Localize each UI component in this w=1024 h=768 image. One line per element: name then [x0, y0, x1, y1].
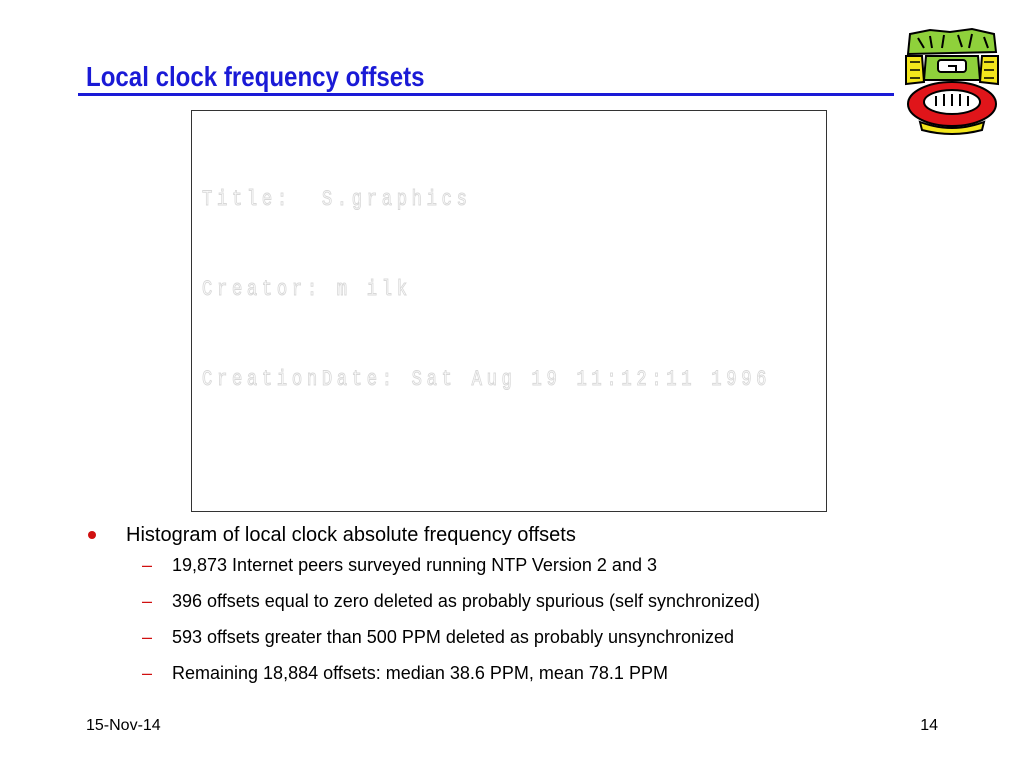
mayan-glyph-logo-icon: [900, 26, 1004, 136]
eps-creator-line: Creator: m ilk: [202, 277, 412, 302]
sub-bullet-text: 593 offsets greater than 500 PPM deleted as probably unsynchronized: [172, 627, 735, 647]
sub-bullet-text: 396 offsets equal to zero deleted as probably spurious (self synchronized): [172, 591, 761, 611]
eps-header-text: [202, 125, 771, 455]
dash-icon: –: [142, 555, 153, 575]
eps-creation-date-line: CreationDate: Sat Aug 19 11:12:11 1996: [202, 367, 772, 392]
bullet-text: Histogram of local clock absolute frequency offsets: [126, 524, 576, 546]
eps-title-line: Title: S.graphics: [202, 187, 472, 212]
bullet-dot-icon: [88, 531, 96, 539]
sub-bullet-group: [86, 553, 966, 697]
bullet-item: [86, 521, 966, 553]
title-underline: [78, 93, 894, 96]
sub-bullet-list: [86, 553, 966, 697]
slide-title: Local clock frequency offsets: [86, 61, 425, 92]
sub-bullet-item: [86, 553, 966, 589]
sub-bullet-text: 19,873 Internet peers surveyed running NTP Version 2 and 3: [172, 555, 657, 575]
sub-bullet-item: [86, 625, 966, 661]
bullet-list: [86, 521, 966, 697]
sub-bullet-text: Remaining 18,884 offsets: median 38.6 PPM, mean 78.1 PPM: [172, 663, 668, 683]
figure-placeholder: [191, 110, 827, 512]
dash-icon: –: [142, 627, 153, 647]
dash-icon: –: [142, 663, 153, 683]
dash-icon: –: [142, 591, 153, 611]
page-number: 14: [920, 717, 938, 734]
sub-bullet-item: [86, 589, 966, 625]
sub-bullet-item: [86, 661, 966, 697]
footer-date: 15-Nov-14: [86, 717, 161, 734]
